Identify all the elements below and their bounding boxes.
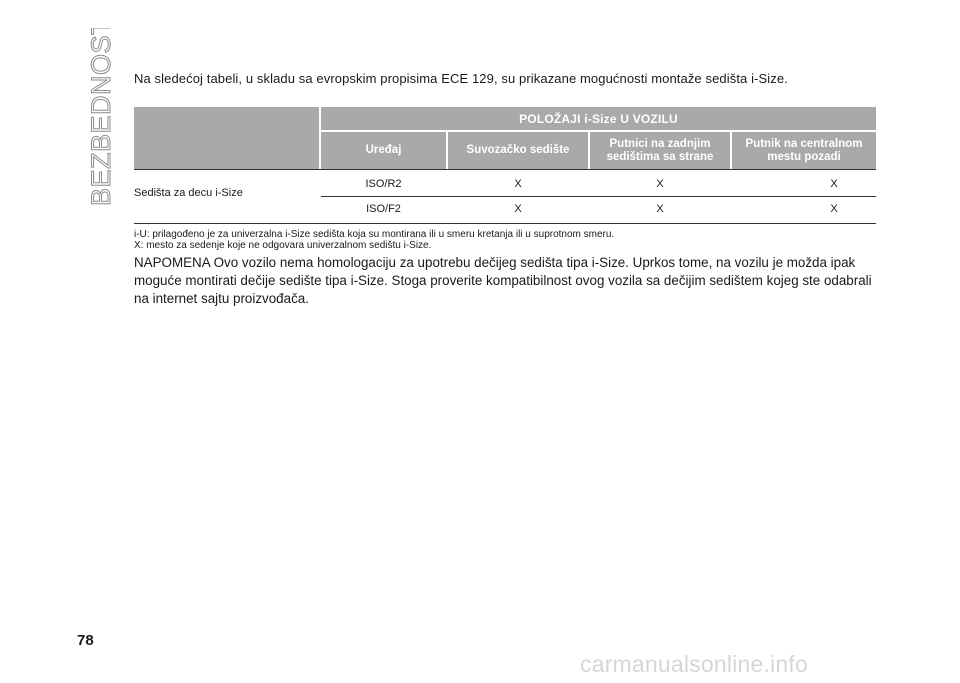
table-divider-top [134, 169, 876, 170]
page-number: 78 [77, 632, 94, 649]
cell-device-1: ISO/R2 [365, 178, 402, 190]
footnote-iu: i-U: prilagođeno je za univerzalna i-Size sedišta koja su montirana ili u smeru kretanja ili u suprotnom smeru. [134, 229, 615, 240]
cell-rear-center-1: X [830, 178, 838, 190]
table-header-blank [134, 107, 319, 169]
watermark: carmanualsonline.info [580, 651, 808, 677]
column-header-rear-side: Putnici na zadnjim sedištima sa strane [590, 132, 730, 169]
section-title [80, 28, 120, 208]
cell-device-2: ISO/F2 [366, 203, 401, 215]
cell-rear-center-2: X [830, 203, 838, 215]
column-header-device: Uređaj [321, 132, 446, 169]
cell-rear-side-2: X [656, 203, 664, 215]
cell-front-2: X [514, 203, 522, 215]
note-paragraph: NAPOMENA Ovo vozilo nema homologaciju za upotrebu dečijeg sedišta tipa i-Size. Uprkos tome, na vozilu je možda ipak moguće montirati dečije sedište tipa i-Size. Stoga proverite kompatibilnost ovog vozila sa dečijim sedištem kojeg ste odabrali na internet sajtu proizvođača. [134, 255, 872, 306]
column-header-rear-center: Putnik na centralnom mestu pozadi [732, 132, 876, 169]
table-divider-bottom [134, 223, 876, 224]
cell-rear-side-1: X [656, 178, 664, 190]
section-title-text: BEZBEDNOST [86, 28, 116, 206]
intro-paragraph: Na sledećoj tabeli, u skladu sa evropskim propisima ECE 129, su prikazane mogućnosti montaže sedišta i-Size. [134, 71, 788, 86]
table-divider-middle [321, 196, 876, 197]
row-label: Sedišta za decu i-Size [134, 187, 243, 199]
footnotes [134, 229, 894, 251]
column-header-front-passenger: Suvozačko sedište [448, 132, 588, 169]
cell-front-1: X [514, 178, 522, 190]
footnote-x: X: mesto za sedenje koje ne odgovara univerzalnom sedištu i-Size. [134, 240, 432, 251]
table-group-header: POLOŽAJI i-Size U VOZILU [321, 107, 876, 130]
